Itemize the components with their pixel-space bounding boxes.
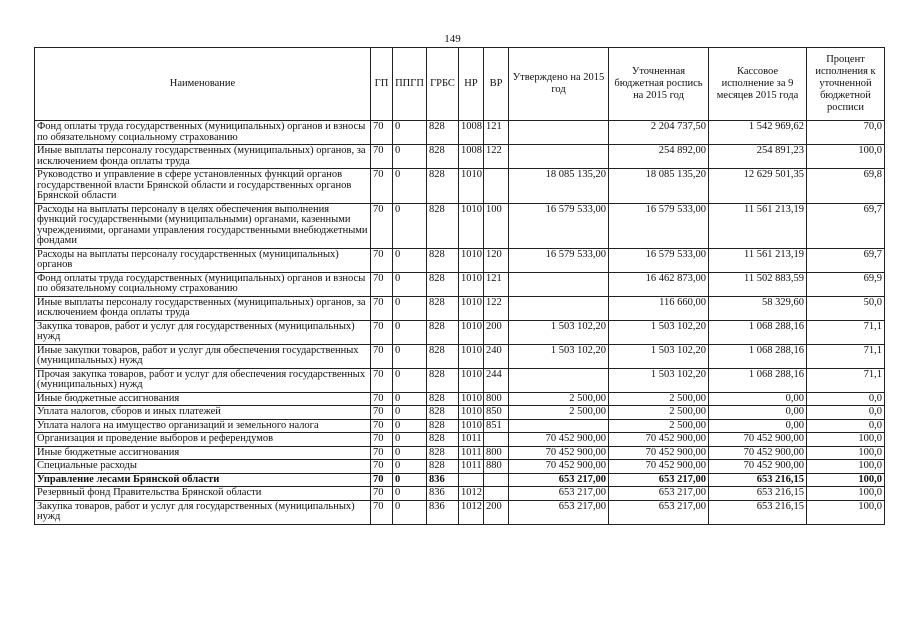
row-refined-cell: 2 500,00 xyxy=(609,392,709,406)
row-vr-cell: 800 xyxy=(484,392,509,406)
row-np-cell: 1008 xyxy=(459,145,484,169)
row-grbs-cell: 836 xyxy=(427,473,459,487)
row-approved-cell: 1 503 102,20 xyxy=(509,320,609,344)
row-name-cell: Закупка товаров, работ и услуг для государственных (муниципальных) нужд xyxy=(35,320,371,344)
row-ppgp-cell: 0 xyxy=(393,500,427,524)
row-ppgp-cell: 0 xyxy=(393,446,427,460)
row-approved-cell xyxy=(509,145,609,169)
row-vr-cell: 120 xyxy=(484,248,509,272)
row-ppgp-cell: 0 xyxy=(393,473,427,487)
table-row xyxy=(35,296,885,320)
row-percent-cell: 69,7 xyxy=(807,203,885,248)
row-np-cell xyxy=(459,473,484,487)
row-ppgp-cell: 0 xyxy=(393,272,427,296)
row-cash-cell: 1 542 969,62 xyxy=(709,121,807,145)
row-refined-cell: 653 217,00 xyxy=(609,500,709,524)
row-ppgp-cell: 0 xyxy=(393,487,427,501)
row-gp-cell: 70 xyxy=(371,392,393,406)
row-gp-cell: 70 xyxy=(371,433,393,447)
header-row xyxy=(35,48,885,121)
row-gp-cell: 70 xyxy=(371,419,393,433)
row-np-cell: 1012 xyxy=(459,500,484,524)
row-approved-cell xyxy=(509,272,609,296)
row-ppgp-cell: 0 xyxy=(393,419,427,433)
row-percent-cell: 71,1 xyxy=(807,368,885,392)
row-vr-cell xyxy=(484,433,509,447)
row-np-cell: 1012 xyxy=(459,487,484,501)
row-gp-cell: 70 xyxy=(371,296,393,320)
row-refined-cell: 1 503 102,20 xyxy=(609,344,709,368)
row-approved-cell xyxy=(509,368,609,392)
row-percent-cell: 100,0 xyxy=(807,145,885,169)
row-percent-cell: 100,0 xyxy=(807,487,885,501)
row-np-cell: 1011 xyxy=(459,446,484,460)
row-percent-cell: 71,1 xyxy=(807,320,885,344)
row-vr-cell: 200 xyxy=(484,320,509,344)
row-ppgp-cell: 0 xyxy=(393,145,427,169)
row-gp-cell: 70 xyxy=(371,487,393,501)
table-row xyxy=(35,473,885,487)
row-np-cell: 1010 xyxy=(459,203,484,248)
header-ppgp: ППГП xyxy=(393,48,427,121)
row-grbs-cell: 836 xyxy=(427,487,459,501)
row-grbs-cell: 828 xyxy=(427,406,459,420)
row-approved-cell: 653 217,00 xyxy=(509,487,609,501)
row-percent-cell: 100,0 xyxy=(807,433,885,447)
row-vr-cell: 800 xyxy=(484,446,509,460)
row-cash-cell: 1 068 288,16 xyxy=(709,368,807,392)
budget-table xyxy=(34,47,885,525)
row-vr-cell: 121 xyxy=(484,121,509,145)
row-approved-cell: 653 217,00 xyxy=(509,500,609,524)
row-name-cell: Уплата налога на имущество организаций и земельного налога xyxy=(35,419,371,433)
row-name-cell: Руководство и управление в сфере установленных функций органов государственной власти Брянской области и государственных органов Брянской области xyxy=(35,169,371,204)
row-cash-cell: 0,00 xyxy=(709,419,807,433)
row-vr-cell: 851 xyxy=(484,419,509,433)
table-row xyxy=(35,446,885,460)
row-cash-cell: 1 068 288,16 xyxy=(709,344,807,368)
row-ppgp-cell: 0 xyxy=(393,169,427,204)
table-body xyxy=(35,121,885,525)
row-vr-cell: 100 xyxy=(484,203,509,248)
row-refined-cell: 16 579 533,00 xyxy=(609,248,709,272)
row-np-cell: 1010 xyxy=(459,392,484,406)
row-grbs-cell: 836 xyxy=(427,500,459,524)
row-name-cell: Закупка товаров, работ и услуг для государственных (муниципальных) нужд xyxy=(35,500,371,524)
row-ppgp-cell: 0 xyxy=(393,433,427,447)
row-grbs-cell: 828 xyxy=(427,296,459,320)
row-name-cell: Иные выплаты персоналу государственных (муниципальных) органов, за исключением фонда оплаты труда xyxy=(35,145,371,169)
row-refined-cell: 70 452 900,00 xyxy=(609,446,709,460)
table-row xyxy=(35,500,885,524)
row-gp-cell: 70 xyxy=(371,473,393,487)
row-grbs-cell: 828 xyxy=(427,320,459,344)
row-cash-cell: 0,00 xyxy=(709,392,807,406)
row-gp-cell: 70 xyxy=(371,145,393,169)
row-np-cell: 1010 xyxy=(459,344,484,368)
row-gp-cell: 70 xyxy=(371,344,393,368)
row-ppgp-cell: 0 xyxy=(393,320,427,344)
row-refined-cell: 70 452 900,00 xyxy=(609,433,709,447)
row-percent-cell: 0,0 xyxy=(807,406,885,420)
row-gp-cell: 70 xyxy=(371,320,393,344)
row-ppgp-cell: 0 xyxy=(393,344,427,368)
row-cash-cell: 653 216,15 xyxy=(709,500,807,524)
row-gp-cell: 70 xyxy=(371,121,393,145)
row-ppgp-cell: 0 xyxy=(393,203,427,248)
row-approved-cell: 1 503 102,20 xyxy=(509,344,609,368)
header-percent: Процент исполнения к уточненной бюджетной росписи xyxy=(807,48,885,121)
row-vr-cell xyxy=(484,487,509,501)
row-cash-cell: 11 561 213,19 xyxy=(709,248,807,272)
row-np-cell: 1010 xyxy=(459,272,484,296)
row-percent-cell: 70,0 xyxy=(807,121,885,145)
row-np-cell: 1010 xyxy=(459,296,484,320)
row-percent-cell: 0,0 xyxy=(807,419,885,433)
row-np-cell: 1008 xyxy=(459,121,484,145)
row-vr-cell: 200 xyxy=(484,500,509,524)
table-row xyxy=(35,368,885,392)
header-grbs: ГРБС xyxy=(427,48,459,121)
row-vr-cell: 240 xyxy=(484,344,509,368)
row-ppgp-cell: 0 xyxy=(393,460,427,474)
row-cash-cell: 70 452 900,00 xyxy=(709,433,807,447)
row-refined-cell: 1 503 102,20 xyxy=(609,320,709,344)
row-cash-cell: 11 502 883,59 xyxy=(709,272,807,296)
row-name-cell: Специальные расходы xyxy=(35,460,371,474)
row-ppgp-cell: 0 xyxy=(393,392,427,406)
row-name-cell: Иные бюджетные ассигнования xyxy=(35,446,371,460)
row-name-cell: Организация и проведение выборов и референдумов xyxy=(35,433,371,447)
row-percent-cell: 69,9 xyxy=(807,272,885,296)
table-row xyxy=(35,145,885,169)
row-grbs-cell: 828 xyxy=(427,203,459,248)
row-vr-cell xyxy=(484,169,509,204)
row-name-cell: Расходы на выплаты персоналу в целях обеспечения выполнения функций государственными (муниципальными) органами, казенными учреждениями, органами управления государственными внебюджетными фондами xyxy=(35,203,371,248)
row-name-cell: Иные бюджетные ассигнования xyxy=(35,392,371,406)
row-cash-cell: 70 452 900,00 xyxy=(709,446,807,460)
row-grbs-cell: 828 xyxy=(427,169,459,204)
row-refined-cell: 2 500,00 xyxy=(609,406,709,420)
row-np-cell: 1011 xyxy=(459,460,484,474)
row-ppgp-cell: 0 xyxy=(393,248,427,272)
row-refined-cell: 653 217,00 xyxy=(609,487,709,501)
table-row xyxy=(35,121,885,145)
row-grbs-cell: 828 xyxy=(427,248,459,272)
row-vr-cell: 122 xyxy=(484,145,509,169)
row-cash-cell: 12 629 501,35 xyxy=(709,169,807,204)
table-row xyxy=(35,272,885,296)
row-np-cell: 1010 xyxy=(459,406,484,420)
row-approved-cell: 18 085 135,20 xyxy=(509,169,609,204)
header-refined: Уточненная бюджетная роспись на 2015 год xyxy=(609,48,709,121)
row-vr-cell: 880 xyxy=(484,460,509,474)
row-refined-cell: 254 892,00 xyxy=(609,145,709,169)
row-name-cell: Прочая закупка товаров, работ и услуг для обеспечения государственных (муниципальных) нужд xyxy=(35,368,371,392)
table-row xyxy=(35,320,885,344)
row-cash-cell: 1 068 288,16 xyxy=(709,320,807,344)
row-approved-cell: 2 500,00 xyxy=(509,406,609,420)
row-name-cell: Иные выплаты персоналу государственных (муниципальных) органов, за исключением фонда оплаты труда xyxy=(35,296,371,320)
row-grbs-cell: 828 xyxy=(427,446,459,460)
row-cash-cell: 11 561 213,19 xyxy=(709,203,807,248)
page-number: 149 xyxy=(444,33,461,45)
row-grbs-cell: 828 xyxy=(427,419,459,433)
row-refined-cell: 70 452 900,00 xyxy=(609,460,709,474)
row-approved-cell xyxy=(509,121,609,145)
row-gp-cell: 70 xyxy=(371,446,393,460)
row-ppgp-cell: 0 xyxy=(393,368,427,392)
row-refined-cell: 2 204 737,50 xyxy=(609,121,709,145)
row-grbs-cell: 828 xyxy=(427,433,459,447)
row-approved-cell: 70 452 900,00 xyxy=(509,433,609,447)
table-row xyxy=(35,406,885,420)
row-gp-cell: 70 xyxy=(371,272,393,296)
row-approved-cell: 16 579 533,00 xyxy=(509,203,609,248)
row-np-cell: 1010 xyxy=(459,320,484,344)
row-percent-cell: 0,0 xyxy=(807,392,885,406)
row-np-cell: 1010 xyxy=(459,169,484,204)
row-refined-cell: 1 503 102,20 xyxy=(609,368,709,392)
row-percent-cell: 100,0 xyxy=(807,500,885,524)
row-np-cell: 1010 xyxy=(459,419,484,433)
table-row xyxy=(35,203,885,248)
table-header xyxy=(35,48,885,121)
row-grbs-cell: 828 xyxy=(427,121,459,145)
row-refined-cell: 116 660,00 xyxy=(609,296,709,320)
row-refined-cell: 16 579 533,00 xyxy=(609,203,709,248)
header-approved: Утверждено на 2015 год xyxy=(509,48,609,121)
row-name-cell: Резервный фонд Правительства Брянской области xyxy=(35,487,371,501)
row-approved-cell xyxy=(509,296,609,320)
row-vr-cell xyxy=(484,473,509,487)
table-row xyxy=(35,419,885,433)
header-cash: Кассовое исполнение за 9 месяцев 2015 года xyxy=(709,48,807,121)
table-row xyxy=(35,169,885,204)
table-row xyxy=(35,248,885,272)
row-vr-cell: 121 xyxy=(484,272,509,296)
header-name: Наименование xyxy=(35,48,371,121)
row-gp-cell: 70 xyxy=(371,460,393,474)
row-grbs-cell: 828 xyxy=(427,145,459,169)
row-approved-cell: 16 579 533,00 xyxy=(509,248,609,272)
row-name-cell: Фонд оплаты труда государственных (муниципальных) органов и взносы по обязательному социальному страхованию xyxy=(35,272,371,296)
row-name-cell: Иные закупки товаров, работ и услуг для обеспечения государственных (муниципальных) нужд xyxy=(35,344,371,368)
row-percent-cell: 71,1 xyxy=(807,344,885,368)
row-cash-cell: 653 216,15 xyxy=(709,487,807,501)
row-vr-cell: 850 xyxy=(484,406,509,420)
row-gp-cell: 70 xyxy=(371,169,393,204)
header-vr: ВР xyxy=(484,48,509,121)
row-refined-cell: 16 462 873,00 xyxy=(609,272,709,296)
row-cash-cell: 254 891,23 xyxy=(709,145,807,169)
row-ppgp-cell: 0 xyxy=(393,121,427,145)
row-percent-cell: 100,0 xyxy=(807,446,885,460)
row-percent-cell: 69,8 xyxy=(807,169,885,204)
header-np: НР xyxy=(459,48,484,121)
row-np-cell: 1011 xyxy=(459,433,484,447)
row-approved-cell: 70 452 900,00 xyxy=(509,460,609,474)
row-cash-cell: 58 329,60 xyxy=(709,296,807,320)
row-approved-cell xyxy=(509,419,609,433)
table-row xyxy=(35,460,885,474)
row-grbs-cell: 828 xyxy=(427,392,459,406)
row-refined-cell: 653 217,00 xyxy=(609,473,709,487)
row-approved-cell: 2 500,00 xyxy=(509,392,609,406)
table-row xyxy=(35,487,885,501)
row-name-cell: Фонд оплаты труда государственных (муниципальных) органов и взносы по обязательному социальному страхованию xyxy=(35,121,371,145)
table-row xyxy=(35,344,885,368)
row-percent-cell: 69,7 xyxy=(807,248,885,272)
row-grbs-cell: 828 xyxy=(427,272,459,296)
table-row xyxy=(35,392,885,406)
row-vr-cell: 122 xyxy=(484,296,509,320)
row-approved-cell: 70 452 900,00 xyxy=(509,446,609,460)
header-gp: ГП xyxy=(371,48,393,121)
row-ppgp-cell: 0 xyxy=(393,296,427,320)
row-gp-cell: 70 xyxy=(371,368,393,392)
row-percent-cell: 100,0 xyxy=(807,460,885,474)
row-percent-cell: 100,0 xyxy=(807,473,885,487)
row-gp-cell: 70 xyxy=(371,248,393,272)
row-cash-cell: 70 452 900,00 xyxy=(709,460,807,474)
row-np-cell: 1010 xyxy=(459,248,484,272)
row-refined-cell: 18 085 135,20 xyxy=(609,169,709,204)
row-name-cell: Уплата налогов, сборов и иных платежей xyxy=(35,406,371,420)
row-cash-cell: 653 216,15 xyxy=(709,473,807,487)
row-name-cell: Расходы на выплаты персоналу государственных (муниципальных) органов xyxy=(35,248,371,272)
row-cash-cell: 0,00 xyxy=(709,406,807,420)
row-name-cell: Управление лесами Брянской области xyxy=(35,473,371,487)
row-gp-cell: 70 xyxy=(371,406,393,420)
row-grbs-cell: 828 xyxy=(427,460,459,474)
row-gp-cell: 70 xyxy=(371,500,393,524)
row-np-cell: 1010 xyxy=(459,368,484,392)
row-vr-cell: 244 xyxy=(484,368,509,392)
row-grbs-cell: 828 xyxy=(427,368,459,392)
row-refined-cell: 2 500,00 xyxy=(609,419,709,433)
row-percent-cell: 50,0 xyxy=(807,296,885,320)
row-grbs-cell: 828 xyxy=(427,344,459,368)
table-row xyxy=(35,433,885,447)
row-ppgp-cell: 0 xyxy=(393,406,427,420)
row-approved-cell: 653 217,00 xyxy=(509,473,609,487)
row-gp-cell: 70 xyxy=(371,203,393,248)
